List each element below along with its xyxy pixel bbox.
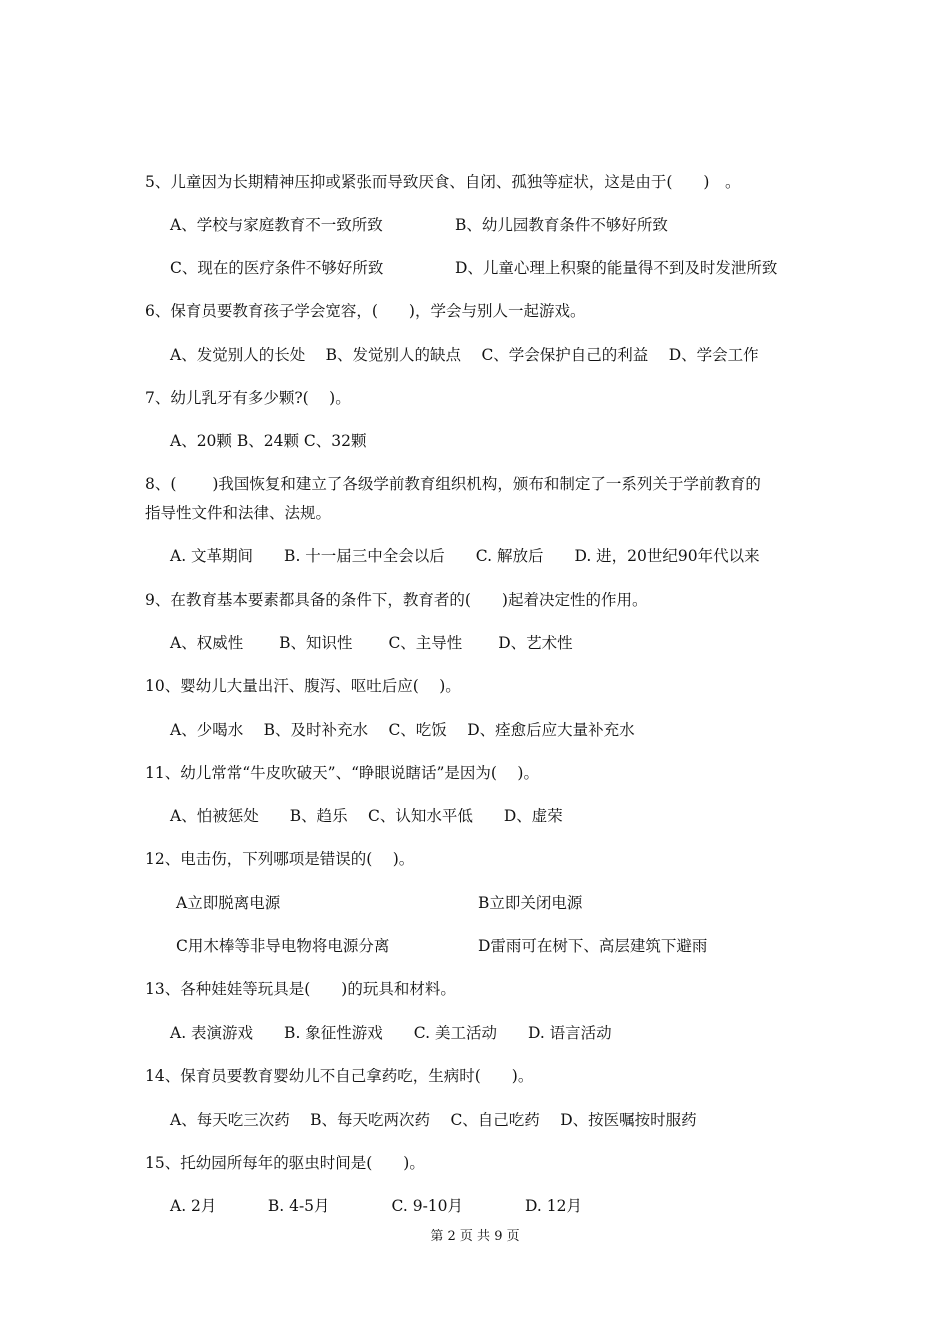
question-14-options: A、每天吃三次药 B、每天吃两次药 C、自己吃药 D、按医嘱按时服药 (170, 1111, 697, 1129)
question-5-option-a: A、学校与家庭教育不一致所致 (170, 216, 383, 234)
question-10-options: A、少喝水 B、及时补充水 C、吃饭 D、痊愈后应大量补充水 (170, 721, 635, 739)
question-9-stem: 9、在教育基本要素都具备的条件下，教育者的( )起着决定性的作用。 (145, 591, 648, 609)
question-12-stem: 12、电击伤，下列哪项是错误的( )。 (145, 850, 415, 868)
question-8-stem-line1: 8、( )我国恢复和建立了各级学前教育组织机构，颁布和制定了一系列关于学前教育的 (145, 475, 761, 493)
question-6-options: A、发觉别人的长处 B、发觉别人的缺点 C、学会保护自己的利益 D、学会工作 (170, 346, 759, 364)
question-7-options: A、20颗 B、24颗 C、32颗 (170, 432, 367, 450)
question-11-options: A、怕被惩处 B、趋乐 C、认知水平低 D、虚荣 (170, 807, 563, 825)
question-10-stem: 10、婴幼儿大量出汗、腹泻、呕吐后应( )。 (145, 677, 461, 695)
question-9-options: A、权威性 B、知识性 C、主导性 D、艺术性 (170, 634, 573, 652)
question-5-option-c: C、现在的医疗条件不够好所致 (170, 259, 384, 277)
question-5-stem: 5、儿童因为长期精神压抑或紧张而导致厌食、自闭、孤独等症状，这是由于( ) 。 (145, 173, 741, 191)
question-12-option-a: A立即脱离电源 (176, 894, 281, 912)
question-8-options: A. 文革期间 B. 十一届三中全会以后 C. 解放后 D. 进，20世纪90年代以来 (170, 547, 760, 565)
question-12-option-c: C用木棒等非导电物将电源分离 (176, 937, 390, 955)
question-12-option-d: D雷雨可在树下、高层建筑下避雨 (478, 937, 708, 955)
question-15-stem: 15、托幼园所每年的驱虫时间是( )。 (145, 1154, 425, 1172)
question-5-option-b: B、幼儿园教育条件不够好所致 (455, 216, 668, 234)
question-6-stem: 6、保育员要教育孩子学会宽容，( )，学会与别人一起游戏。 (145, 302, 586, 320)
question-7-stem: 7、幼儿乳牙有多少颗?( )。 (145, 389, 351, 407)
page-number-footer: 第 2 页 共 9 页 (430, 1229, 520, 1244)
question-11-stem: 11、幼儿常常“牛皮吹破天”、“睁眼说瞎话”是因为( )。 (145, 764, 539, 782)
question-13-options: A. 表演游戏 B. 象征性游戏 C. 美工活动 D. 语言活动 (170, 1024, 612, 1042)
question-5-option-d: D、儿童心理上积聚的能量得不到及时发泄所致 (455, 259, 778, 277)
question-15-options: A. 2月 B. 4-5月 C. 9-10月 D. 12月 (170, 1197, 582, 1215)
question-8-stem-line2: 指导性文件和法律、法规。 (145, 504, 332, 522)
question-14-stem: 14、保育员要教育婴幼儿不自己拿药吃，生病时( )。 (145, 1067, 534, 1085)
question-13-stem: 13、各种娃娃等玩具是( )的玩具和材料。 (145, 980, 456, 998)
question-12-option-b: B立即关闭电源 (478, 894, 583, 912)
